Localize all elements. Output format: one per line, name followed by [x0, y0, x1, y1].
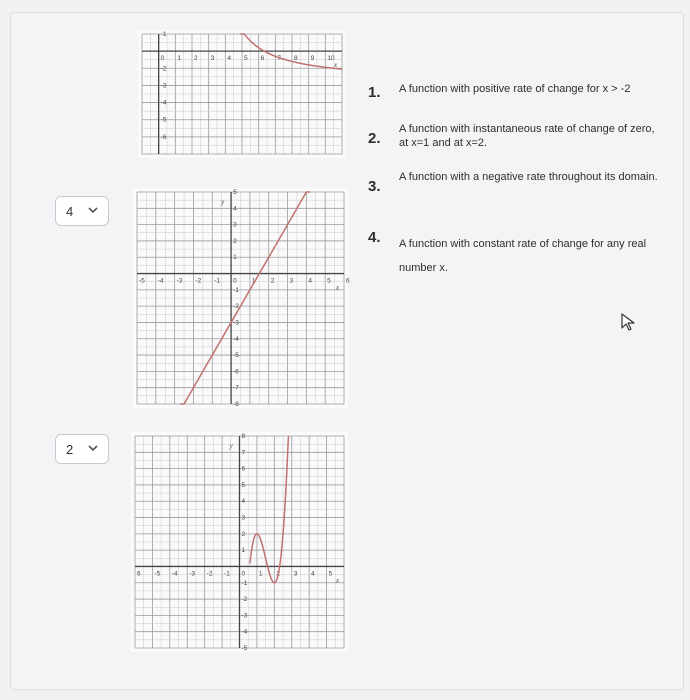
y-tick-label: 3 [233, 221, 237, 229]
y-tick-label: -5 [233, 352, 239, 360]
y-tick-label: -3 [160, 82, 167, 90]
y-tick-label: 2 [241, 530, 246, 538]
y-tick-label: 1 [241, 547, 246, 555]
x-tick-label: 5 [328, 570, 333, 578]
y-tick-label: 7 [241, 449, 246, 457]
y-tick-label: -4 [233, 335, 239, 343]
x-tick-label: 2 [276, 570, 280, 578]
y-tick-label: 5 [241, 481, 246, 489]
y-tick-label: -4 [241, 628, 248, 636]
x-tick-label: -3 [176, 277, 183, 285]
statement-text: A function with constant rate of change for any real number x. [399, 238, 647, 274]
x-tick-label: -4 [157, 277, 164, 285]
y-tick-label: -3 [241, 612, 248, 620]
x-tick-label: 10 [327, 55, 335, 63]
y-tick-label: -1 [241, 579, 248, 587]
y-tick-label: -5 [160, 116, 167, 124]
graph-reciprocal [138, 30, 346, 158]
x-tick-label: 2 [270, 277, 275, 285]
statement-text: A function with positive rate of change for x > -2 [399, 83, 631, 95]
x-tick-label: 4 [227, 55, 231, 63]
y-axis-label: y [229, 442, 233, 450]
x-tick-label: 1 [258, 570, 263, 578]
answer-select-value: 2 [66, 441, 74, 457]
x-tick-label: 4 [308, 277, 312, 285]
statement-text: A function with instantaneous rate of change of zero, at x=1 and at x=2. [399, 123, 655, 149]
y-tick-label: -6 [160, 133, 167, 141]
statement-number: 2. [368, 130, 381, 147]
x-tick-label: 0 [160, 55, 165, 63]
y-tick-label: -3 [233, 319, 239, 327]
chevron-down-icon [88, 206, 98, 217]
chevron-down-icon [88, 444, 98, 455]
y-tick-label: -1 [233, 286, 239, 294]
x-tick-label: -1 [214, 277, 221, 285]
y-tick-label: -6 [233, 368, 239, 376]
y-tick-label: 6 [241, 465, 246, 473]
y-tick-label: 4 [233, 205, 237, 213]
y-tick-label: -7 [233, 384, 239, 392]
x-axis-label: x [336, 283, 340, 292]
answer-select-graph-2[interactable] [55, 196, 109, 226]
x-tick-label: 1 [251, 277, 256, 285]
y-tick-label: 4 [241, 498, 246, 506]
x-tick-label: 2 [194, 55, 198, 63]
y-tick-label: -1 [160, 31, 167, 38]
y-tick-label: -5 [241, 645, 248, 652]
y-tick-label: 5 [233, 189, 237, 196]
x-tick-label: 6 [137, 570, 141, 578]
graph-cubic [131, 432, 348, 652]
x-axis-label: x [336, 576, 340, 585]
x-tick-label: 8 [294, 55, 298, 63]
x-tick-label: 6 [260, 55, 265, 63]
x-tick-label: 1 [177, 55, 181, 63]
x-tick-label: 4 [311, 570, 315, 578]
graph-cubic-svg [131, 432, 348, 652]
y-tick-label: -8 [233, 401, 239, 408]
statement-number: 3. [368, 178, 381, 195]
mouse-cursor-icon [620, 312, 638, 332]
statement-text: A function with a negative rate throughout its domain. [399, 171, 658, 183]
x-tick-label: -5 [139, 277, 145, 285]
x-tick-label: 3 [289, 277, 294, 285]
x-tick-label: 5 [327, 277, 331, 285]
answer-select-graph-3[interactable] [55, 434, 109, 464]
statement-number: 4. [368, 229, 381, 246]
answer-select-value: 4 [66, 203, 74, 219]
x-tick-label: -1 [224, 570, 230, 578]
x-axis-label: x [334, 61, 338, 70]
y-tick-label: -4 [160, 99, 167, 107]
x-tick-label: 9 [310, 55, 315, 63]
x-tick-label: -2 [206, 570, 213, 578]
x-tick-label: 7 [277, 55, 281, 63]
x-tick-label: 3 [210, 55, 215, 63]
x-tick-label: 0 [233, 277, 237, 285]
x-tick-label: 3 [293, 570, 298, 578]
graph-line-svg [133, 188, 348, 408]
y-tick-label: 2 [233, 237, 237, 245]
y-tick-label: 3 [241, 514, 246, 522]
x-tick-label: 5 [244, 55, 248, 63]
x-tick-label: -2 [195, 277, 202, 285]
y-tick-label: 8 [241, 433, 246, 440]
y-tick-label: -2 [241, 596, 248, 604]
y-tick-label: -2 [233, 303, 239, 311]
y-tick-label: -2 [160, 65, 167, 73]
y-tick-label: 1 [233, 254, 237, 262]
x-tick-label: 6 [346, 277, 350, 285]
x-tick-label: 0 [241, 570, 246, 578]
statement-number: 1. [368, 84, 381, 101]
x-tick-label: -4 [171, 570, 178, 578]
graph-reciprocal-svg [138, 30, 346, 158]
x-tick-label: -3 [189, 570, 196, 578]
graph-line [133, 188, 348, 408]
y-axis-label: y [221, 198, 225, 206]
x-tick-label: -5 [154, 570, 161, 578]
